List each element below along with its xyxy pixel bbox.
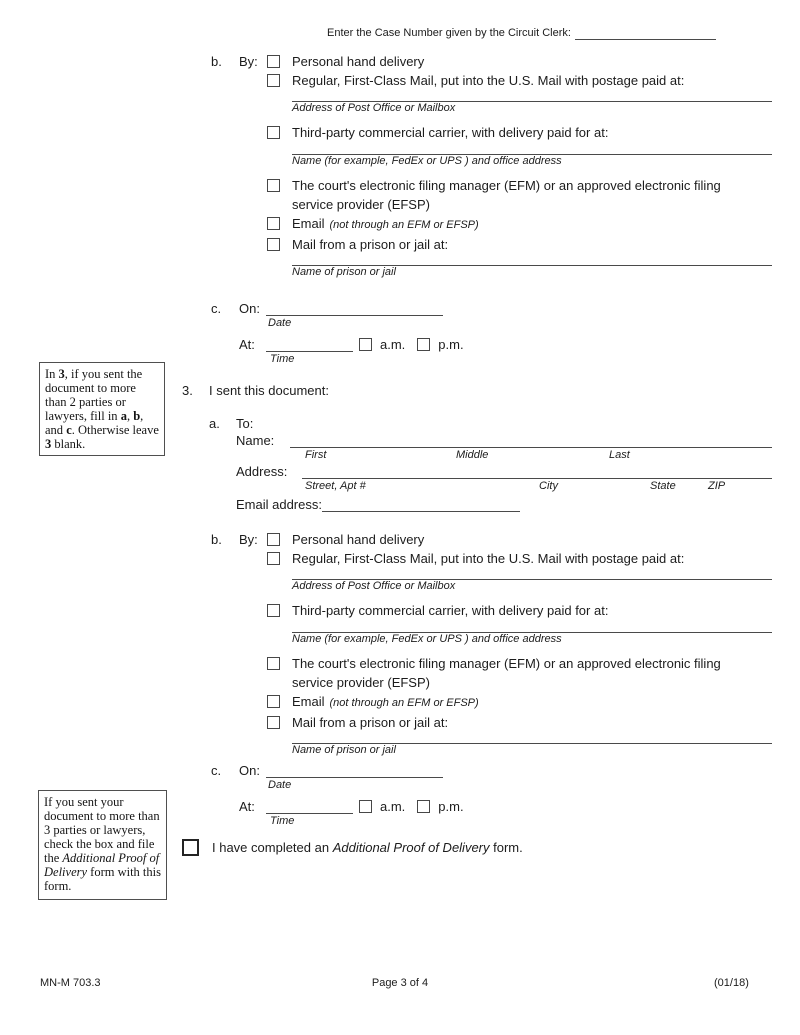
delivery-option-row [267, 549, 772, 568]
margin-note-additional-proof: If you sent your document to more than 3 parties or lawyers, check the box and file the Additional Proof of Delivery form with this form. [38, 790, 167, 900]
margin-note-section-3: In 3, if you sent the document to more than 2 parties or lawyers, fill in a, b, and c. Otherwise leave 3 blank. [39, 362, 165, 456]
additional-proof-completed-label: I have completed an Additional Proof of Delivery form. [212, 840, 523, 855]
delivery-option-row [267, 713, 772, 732]
regular-mail-checkbox[interactable] [267, 74, 280, 87]
personal-hand-delivery-checkbox[interactable] [267, 533, 280, 546]
item-letter-c: c. [211, 301, 222, 316]
item-letter-a: a. [209, 416, 220, 431]
pm-checkbox[interactable] [417, 800, 430, 813]
time-caption: Time [270, 815, 295, 827]
email-note: (not through an EFM or EFSP) [329, 219, 479, 231]
carrier-name-address-input[interactable] [292, 621, 772, 633]
email-checkbox[interactable] [267, 695, 280, 708]
prison-name-input[interactable] [292, 254, 772, 266]
city-caption: City [539, 480, 558, 492]
email-checkbox[interactable] [267, 217, 280, 230]
email-address-label: Email address: [236, 497, 322, 512]
on-label: On: [239, 763, 260, 778]
revision-date: (01/18) [714, 977, 749, 989]
time-input[interactable] [266, 336, 353, 352]
additional-proof-row [182, 838, 523, 858]
post-office-address-input[interactable] [292, 90, 772, 102]
by-label: By: [239, 54, 258, 69]
delivery-option-row [267, 692, 772, 713]
additional-proof-completed-checkbox[interactable] [182, 839, 199, 856]
recipient-address-input[interactable] [302, 464, 772, 479]
prison-name-caption: Name of prison or jail [292, 266, 396, 278]
personal-hand-delivery-label: Personal hand delivery [292, 532, 425, 547]
address-label: Address: [236, 464, 288, 479]
prison-mail-label: Mail from a prison or jail at: [292, 715, 449, 730]
page-number: Page 3 of 4 [371, 977, 429, 989]
email-note: (not through an EFM or EFSP) [329, 697, 479, 709]
am-checkbox[interactable] [359, 338, 372, 351]
post-office-address-caption: Address of Post Office or Mailbox [292, 580, 456, 592]
recipient-email-input[interactable] [322, 497, 520, 512]
delivery-method-section-2 [211, 530, 772, 757]
regular-mail-label: Regular, First-Class Mail, put into the U.S. Mail with postage paid at: [292, 73, 685, 88]
efm-efsp-checkbox[interactable] [267, 179, 280, 192]
email-label: Email (not through an EFM or EFSP) [292, 216, 479, 231]
case-number-input[interactable] [575, 27, 716, 40]
time-caption: Time [270, 353, 295, 365]
item-letter-b: b. [211, 532, 222, 547]
date-caption: Date [268, 779, 292, 791]
third-party-carrier-label: Third-party commercial carrier, with delivery paid for at: [292, 603, 609, 618]
recipient-name-input[interactable] [290, 433, 772, 448]
delivery-option-row [267, 52, 772, 71]
date-input[interactable] [266, 762, 443, 778]
name-label: Name: [236, 433, 275, 448]
pm-label: p.m. [438, 337, 464, 352]
time-input[interactable] [266, 798, 353, 814]
post-office-address-caption: Address of Post Office or Mailbox [292, 102, 456, 114]
carrier-name-address-input[interactable] [292, 143, 772, 155]
regular-mail-checkbox[interactable] [267, 552, 280, 565]
prison-mail-checkbox[interactable] [267, 716, 280, 729]
at-label: At: [239, 337, 255, 352]
prison-name-input[interactable] [292, 732, 772, 744]
date-time-section-1 [211, 300, 772, 366]
delivery-option-row [267, 601, 772, 620]
delivery-method-section-1 [211, 52, 772, 279]
am-checkbox[interactable] [359, 800, 372, 813]
prison-name-caption: Name of prison or jail [292, 744, 396, 756]
delivery-options [267, 530, 772, 757]
case-number-label: Enter the Case Number given by the Circuit Clerk: [327, 27, 571, 39]
state-caption: State [650, 480, 676, 492]
carrier-name-address-caption: Name (for example, FedEx or UPS ) and office address [292, 155, 562, 167]
delivery-option-row [267, 235, 772, 254]
by-label: By: [239, 532, 258, 547]
am-label: a.m. [380, 337, 406, 352]
delivery-option-row [267, 214, 772, 235]
delivery-option-row [267, 654, 772, 692]
zip-caption: ZIP [708, 480, 726, 492]
delivery-option-row [267, 71, 772, 90]
post-office-address-input[interactable] [292, 568, 772, 580]
third-party-carrier-checkbox[interactable] [267, 604, 280, 617]
to-label: To: [236, 416, 254, 431]
date-caption: Date [268, 317, 292, 329]
carrier-name-address-caption: Name (for example, FedEx or UPS ) and office address [292, 633, 562, 645]
middle-caption: Middle [456, 449, 489, 461]
regular-mail-label: Regular, First-Class Mail, put into the U.S. Mail with postage paid at: [292, 551, 685, 566]
delivery-options [267, 52, 772, 279]
pm-label: p.m. [438, 799, 464, 814]
am-label: a.m. [380, 799, 406, 814]
last-caption: Last [609, 449, 630, 461]
pm-checkbox[interactable] [417, 338, 430, 351]
efm-efsp-checkbox[interactable] [267, 657, 280, 670]
efm-efsp-label: The court's electronic filing manager (EFM) or an approved electronic filing service provider (EFSP) [292, 178, 721, 212]
efm-efsp-label: The court's electronic filing manager (EFM) or an approved electronic filing service provider (EFSP) [292, 656, 721, 690]
email-label: Email (not through an EFM or EFSP) [292, 694, 479, 709]
at-label: At: [239, 799, 255, 814]
personal-hand-delivery-checkbox[interactable] [267, 55, 280, 68]
date-time-section-2 [211, 762, 772, 828]
prison-mail-label: Mail from a prison or jail at: [292, 237, 449, 252]
section-3-title: I sent this document: [209, 383, 329, 398]
date-input[interactable] [266, 300, 443, 316]
first-caption: First [305, 449, 327, 461]
section-3-number: 3. [182, 383, 193, 398]
case-number-row [327, 26, 716, 40]
item-letter-c: c. [211, 763, 222, 778]
prison-mail-checkbox[interactable] [267, 238, 280, 251]
street-caption: Street, Apt # [305, 480, 366, 492]
personal-hand-delivery-label: Personal hand delivery [292, 54, 425, 69]
delivery-option-row [267, 176, 772, 214]
form-number: MN-M 703.3 [40, 977, 101, 989]
item-letter-b: b. [211, 54, 222, 69]
delivery-option-row [267, 123, 772, 142]
third-party-carrier-label: Third-party commercial carrier, with delivery paid for at: [292, 125, 609, 140]
delivery-option-row [267, 530, 772, 549]
third-party-carrier-checkbox[interactable] [267, 126, 280, 139]
on-label: On: [239, 301, 260, 316]
